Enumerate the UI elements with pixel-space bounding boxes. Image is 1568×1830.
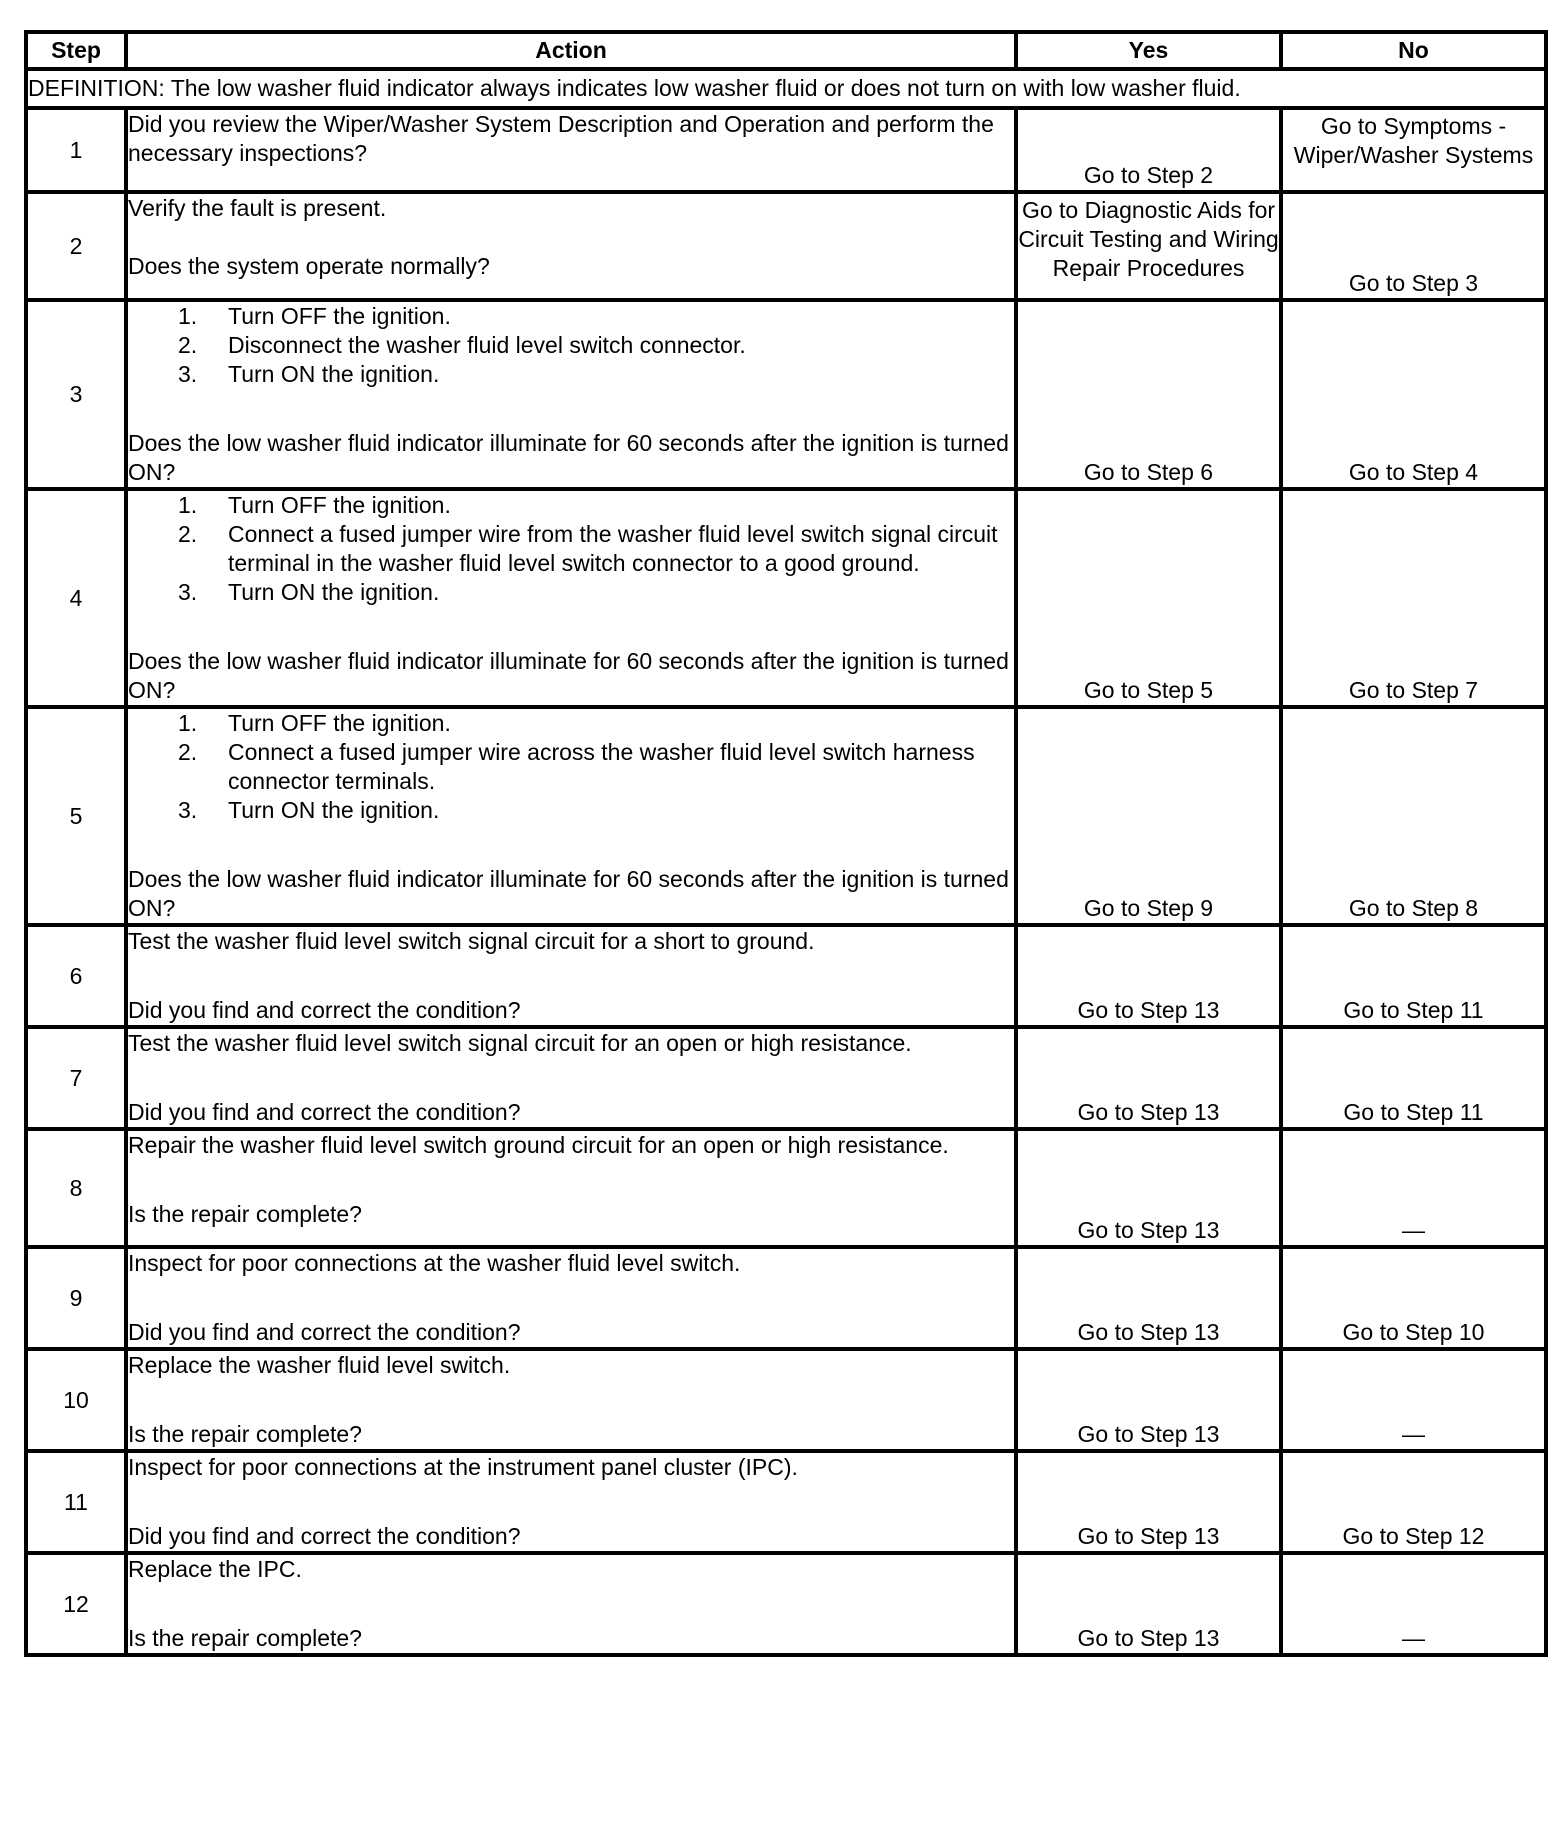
step-number: 8: [26, 1129, 126, 1247]
table-row: [26, 1027, 1546, 1129]
substep-number: 2.: [178, 332, 198, 358]
action-instruction: Repair the washer fluid level switch ground circuit for an open or high resistance.: [128, 1132, 949, 1158]
spacer: [128, 825, 1014, 865]
spacer: [128, 1482, 1014, 1522]
spacer: [128, 1160, 1014, 1200]
spacer: [128, 1380, 1014, 1420]
table-row: [26, 1553, 1546, 1655]
action-instruction: Inspect for poor connections at the instrument panel cluster (IPC).: [128, 1454, 798, 1480]
step-number: 9: [26, 1247, 126, 1349]
table-row: [26, 1451, 1546, 1553]
action-cell: [126, 1349, 1016, 1451]
header-step: Step: [26, 32, 126, 69]
no-outcome: Go to Step 12: [1281, 1451, 1546, 1553]
table-row: [26, 707, 1546, 925]
substep-number: 1.: [178, 710, 198, 736]
action-instruction: Replace the washer fluid level switch.: [128, 1352, 511, 1378]
header-yes: Yes: [1016, 32, 1281, 69]
yes-outcome: Go to Step 13: [1016, 1349, 1281, 1451]
spacer: [128, 389, 1014, 429]
substep-item: [128, 796, 1014, 825]
yes-outcome: Go to Step 13: [1016, 1129, 1281, 1247]
table-row: [26, 925, 1546, 1027]
substep-text: Turn ON the ignition.: [228, 579, 440, 605]
yes-outcome: Go to Step 13: [1016, 1247, 1281, 1349]
action-cell: [126, 108, 1016, 192]
yes-outcome: Go to Diagnostic Aids for Circuit Testing and Wiring Repair Procedures: [1016, 192, 1281, 300]
action-cell: [126, 925, 1016, 1027]
yes-outcome: Go to Step 2: [1016, 108, 1281, 192]
table-row: [26, 1247, 1546, 1349]
action-instruction: Replace the IPC.: [128, 1556, 302, 1582]
action-question: Did you find and correct the condition?: [128, 1319, 521, 1345]
header-action: Action: [126, 32, 1016, 69]
yes-outcome: Go to Step 9: [1016, 707, 1281, 925]
spacer: [128, 223, 1014, 252]
step-number: 2: [26, 192, 126, 300]
action-cell: [126, 1247, 1016, 1349]
substep-text: Turn ON the ignition.: [228, 361, 440, 387]
action-instruction: Test the washer fluid level switch signal circuit for an open or high resistance.: [128, 1030, 912, 1056]
step-number: 11: [26, 1451, 126, 1553]
action-cell: [126, 707, 1016, 925]
action-substeps: [128, 709, 1014, 825]
yes-outcome: Go to Step 13: [1016, 925, 1281, 1027]
substep-item: [128, 360, 1014, 389]
substep-text: Turn OFF the ignition.: [228, 710, 451, 736]
substep-item: [128, 491, 1014, 520]
yes-outcome: Go to Step 13: [1016, 1451, 1281, 1553]
action-instruction: Did you review the Wiper/Washer System Description and Operation and perform the necessary inspections?: [128, 111, 994, 166]
no-outcome: —: [1281, 1349, 1546, 1451]
substep-number: 3.: [178, 579, 198, 605]
table-row: [26, 1129, 1546, 1247]
diagnostic-sheet: [24, 30, 1544, 1657]
action-question: Did you find and correct the condition?: [128, 997, 521, 1023]
yes-outcome: Go to Step 13: [1016, 1027, 1281, 1129]
action-cell: [126, 1451, 1016, 1553]
step-number: 7: [26, 1027, 126, 1129]
action-cell: [126, 300, 1016, 489]
substep-item: [128, 578, 1014, 607]
substep-item: [128, 709, 1014, 738]
action-question: Did you find and correct the condition?: [128, 1099, 521, 1125]
substep-number: 3.: [178, 361, 198, 387]
action-question: Does the low washer fluid indicator illuminate for 60 seconds after the ignition is turned ON?: [128, 430, 1009, 485]
substep-number: 3.: [178, 797, 198, 823]
table-row: [26, 1349, 1546, 1451]
spacer: [128, 1058, 1014, 1098]
substep-text: Turn OFF the ignition.: [228, 492, 451, 518]
action-question: Does the low washer fluid indicator illuminate for 60 seconds after the ignition is turned ON?: [128, 866, 1009, 921]
no-outcome: Go to Step 3: [1281, 192, 1546, 300]
action-instruction: Verify the fault is present.: [128, 195, 387, 221]
no-outcome: Go to Step 11: [1281, 1027, 1546, 1129]
action-question: Is the repair complete?: [128, 1421, 362, 1447]
no-outcome: Go to Step 8: [1281, 707, 1546, 925]
header-row: [26, 32, 1546, 69]
substep-number: 1.: [178, 303, 198, 329]
action-question: Does the low washer fluid indicator illuminate for 60 seconds after the ignition is turned ON?: [128, 648, 1009, 703]
substep-item: [128, 331, 1014, 360]
substep-number: 2.: [178, 521, 198, 547]
header-no: No: [1281, 32, 1546, 69]
no-outcome: Go to Step 4: [1281, 300, 1546, 489]
substep-text: Connect a fused jumper wire across the washer fluid level switch harness connector terminals.: [228, 739, 975, 794]
no-outcome: Go to Symptoms - Wiper/Washer Systems: [1281, 108, 1546, 192]
step-number: 10: [26, 1349, 126, 1451]
substep-number: 1.: [178, 492, 198, 518]
no-outcome: —: [1281, 1553, 1546, 1655]
substep-item: [128, 738, 1014, 796]
action-substeps: [128, 302, 1014, 389]
substep-text: Turn ON the ignition.: [228, 797, 440, 823]
spacer: [128, 607, 1014, 647]
action-question: Does the system operate normally?: [128, 253, 490, 279]
action-question: Is the repair complete?: [128, 1201, 362, 1227]
table-row: [26, 300, 1546, 489]
action-cell: [126, 1553, 1016, 1655]
diagnostic-table: [24, 30, 1548, 1657]
action-cell: [126, 1129, 1016, 1247]
table-row: [26, 108, 1546, 192]
action-instruction: Inspect for poor connections at the washer fluid level switch.: [128, 1250, 741, 1276]
definition-row: [26, 69, 1546, 108]
action-substeps: [128, 491, 1014, 607]
definition-text: DEFINITION: The low washer fluid indicator always indicates low washer fluid or does not turn on with low washer fluid.: [26, 69, 1546, 108]
step-number: 1: [26, 108, 126, 192]
yes-outcome: Go to Step 13: [1016, 1553, 1281, 1655]
action-cell: [126, 489, 1016, 707]
no-outcome: Go to Step 7: [1281, 489, 1546, 707]
action-cell: [126, 1027, 1016, 1129]
step-number: 12: [26, 1553, 126, 1655]
spacer: [128, 1584, 1014, 1624]
substep-text: Disconnect the washer fluid level switch connector.: [228, 332, 746, 358]
action-cell: [126, 192, 1016, 300]
yes-outcome: Go to Step 6: [1016, 300, 1281, 489]
table-row: [26, 489, 1546, 707]
step-number: 4: [26, 489, 126, 707]
no-outcome: —: [1281, 1129, 1546, 1247]
action-instruction: Test the washer fluid level switch signal circuit for a short to ground.: [128, 928, 815, 954]
substep-item: [128, 520, 1014, 578]
step-number: 6: [26, 925, 126, 1027]
step-number: 3: [26, 300, 126, 489]
substep-item: [128, 302, 1014, 331]
table-row: [26, 192, 1546, 300]
spacer: [128, 1278, 1014, 1318]
spacer: [128, 956, 1014, 996]
step-number: 5: [26, 707, 126, 925]
yes-outcome: Go to Step 5: [1016, 489, 1281, 707]
substep-text: Turn OFF the ignition.: [228, 303, 451, 329]
action-question: Did you find and correct the condition?: [128, 1523, 521, 1549]
substep-number: 2.: [178, 739, 198, 765]
no-outcome: Go to Step 11: [1281, 925, 1546, 1027]
substep-text: Connect a fused jumper wire from the washer fluid level switch signal circuit terminal in the washer fluid level switch connector to a good ground.: [228, 521, 998, 576]
no-outcome: Go to Step 10: [1281, 1247, 1546, 1349]
action-question: Is the repair complete?: [128, 1625, 362, 1651]
